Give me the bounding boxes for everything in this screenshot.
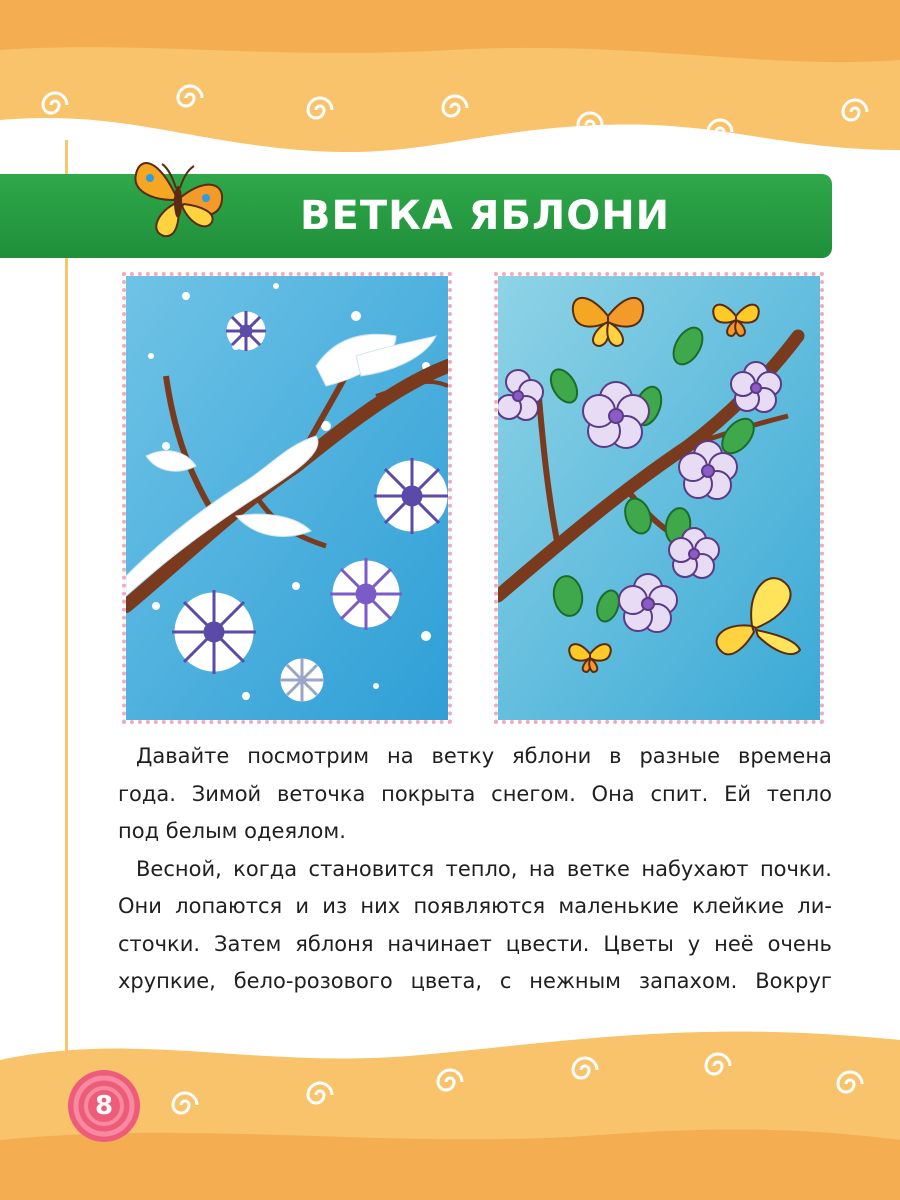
text-line: хрупкие, бело-розового цвета, с нежным запахом. Вокруг [118, 969, 832, 993]
story-text [118, 738, 832, 1001]
winter-branch-picture [122, 272, 452, 724]
page-margin-line [65, 140, 68, 1060]
text-line: Весной, когда становится тепло, на ветке набухают почки. [136, 856, 832, 881]
text-line: сточки. Затем яблоня начинает цвести. Цветы у неё очень [118, 931, 832, 956]
text-line: под белым одеялом. [118, 819, 346, 843]
spring-apple-branch-illustration [498, 276, 820, 720]
winter-apple-branch-illustration [126, 276, 448, 720]
text-line: Давайте посмотрим на ветку яблони в разные времена [136, 744, 832, 768]
text-line: Они лопаются и из них появляются маленькие клейкие ли- [118, 894, 832, 918]
page-title: ВЕТКА ЯБЛОНИ [300, 193, 671, 239]
page-number: 8 [94, 1091, 114, 1121]
text-line: года. Зимой веточка покрыта снегом. Она спит. Ей тепло [118, 781, 832, 806]
spring-branch-picture [494, 272, 824, 724]
butterfly-icon [128, 148, 228, 240]
